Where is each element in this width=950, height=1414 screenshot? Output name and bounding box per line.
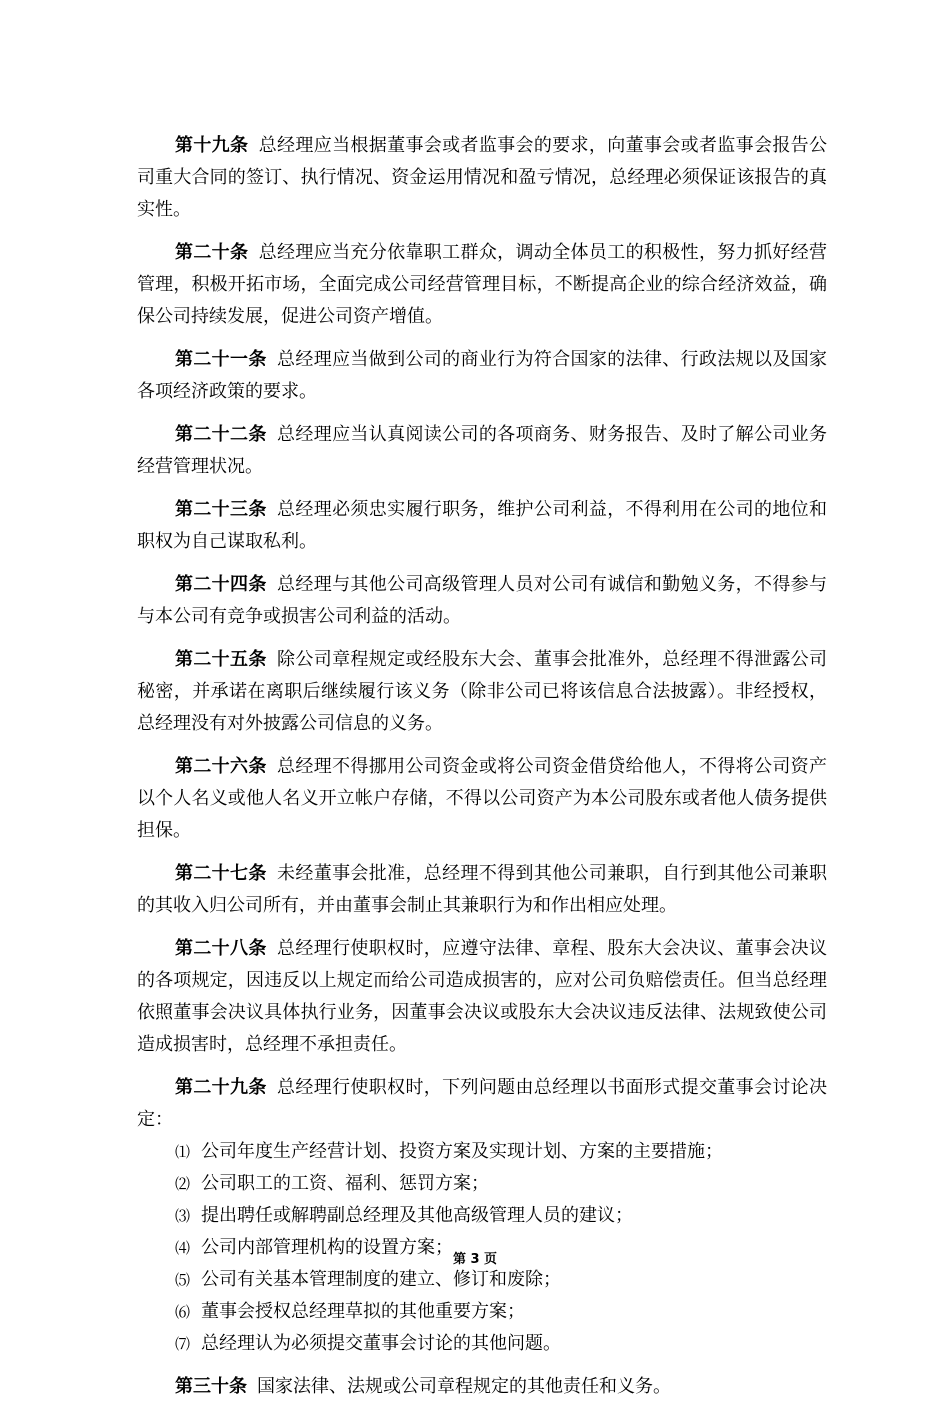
article-28 <box>137 933 827 1061</box>
article-title: 第二十一条 <box>175 349 267 370</box>
article-text: 总经理行使职权时，下列问题由总经理以书面形式提交董事会讨论决定： <box>137 1077 828 1130</box>
list-text: 公司职工的工资、福利、惩罚方案； <box>201 1173 489 1194</box>
article-22 <box>137 419 827 483</box>
list-number: ⑹ <box>175 1303 191 1321</box>
article-text: 国家法律、法规或公司章程规定的其他责任和义务。 <box>257 1376 671 1397</box>
article-text: 总经理与其他公司高级管理人员对公司有诚信和勤勉义务，不得参与与本公司有竞争或损害公司利益的活动。 <box>137 574 828 627</box>
list-text: 公司年度生产经营计划、投资方案及实现计划、方案的主要措施； <box>201 1141 723 1162</box>
article-text: 总经理不得挪用公司资金或将公司资金借贷给他人，不得将公司资产以个人名义或他人名义开立帐户存储，不得以公司资产为本公司股东或者他人债务提供担保。 <box>137 756 828 841</box>
article-text: 总经理行使职权时，应遵守法律、章程、股东大会决议、董事会决议的各项规定，因违反以上规定而给公司造成损害的，应对公司负赔偿责任。但当总经理依照董事会决议具体执行业务，因董事会决议或股东大会决议违反法律、法规致使公司造成损害时，总经理不承担责任。 <box>137 938 828 1055</box>
list-number: ⑵ <box>175 1175 191 1193</box>
list-number: ⑷ <box>175 1239 191 1257</box>
list-number: ⑸ <box>175 1271 191 1289</box>
article-21 <box>137 344 827 408</box>
article-23 <box>137 494 827 558</box>
list-text: 总经理认为必须提交董事会讨论的其他问题。 <box>201 1333 561 1354</box>
article-title: 第二十三条 <box>175 499 267 520</box>
article-19 <box>137 130 827 226</box>
article-24 <box>137 569 827 633</box>
article-29 <box>137 1072 827 1136</box>
article-text: 总经理应当做到公司的商业行为符合国家的法律、行政法规以及国家各项经济政策的要求。 <box>137 349 828 402</box>
article-title: 第二十四条 <box>175 574 267 595</box>
article-title: 第三十条 <box>175 1376 247 1397</box>
article-title: 第二十九条 <box>175 1077 267 1098</box>
article-title: 第二十八条 <box>175 938 267 959</box>
article-title: 第十九条 <box>175 135 249 156</box>
article-title: 第二十条 <box>175 242 249 263</box>
article-30 <box>137 1371 827 1403</box>
list-item <box>137 1296 827 1328</box>
list-text: 提出聘任或解聘副总经理及其他高级管理人员的建议； <box>201 1205 633 1226</box>
article-text: 总经理应当认真阅读公司的各项商务、财务报告、及时了解公司业务经营管理状况。 <box>137 424 828 477</box>
list-item <box>137 1136 827 1168</box>
article-text: 未经董事会批准，总经理不得到其他公司兼职，自行到其他公司兼职的其收入归公司所有，并由董事会制止其兼职行为和作出相应处理。 <box>137 863 828 916</box>
article-text: 总经理应当根据董事会或者监事会的要求，向董事会或者监事会报告公司重大合同的签订、执行情况、资金运用情况和盈亏情况，总经理必须保证该报告的真实性。 <box>137 135 828 220</box>
article-title: 第二十二条 <box>175 424 267 445</box>
list-item <box>137 1264 827 1296</box>
article-title: 第二十五条 <box>175 649 267 670</box>
article-25 <box>137 644 827 740</box>
list-number: ⑶ <box>175 1207 191 1225</box>
list-text: 董事会授权总经理草拟的其他重要方案； <box>201 1301 525 1322</box>
article-text: 总经理必须忠实履行职务，维护公司利益，不得利用在公司的地位和职权为自己谋取私利。 <box>137 499 828 552</box>
list-item <box>137 1328 827 1360</box>
article-26 <box>137 751 827 847</box>
document-body <box>137 130 827 1414</box>
article-title: 第二十六条 <box>175 756 267 777</box>
list-item <box>137 1168 827 1200</box>
list-number: ⑺ <box>175 1335 191 1353</box>
article-text: 总经理应当充分依靠职工群众，调动全体员工的积极性，努力抓好经营管理，积极开拓市场，全面完成公司经营管理目标，不断提高企业的综合经济效益，确保公司持续发展，促进公司资产增值。 <box>137 242 828 327</box>
page-number: 第 3 页 <box>452 1252 498 1267</box>
list-text: 公司内部管理机构的设置方案； <box>201 1237 453 1258</box>
list-number: ⑴ <box>175 1143 191 1161</box>
article-20 <box>137 237 827 333</box>
list-item <box>137 1200 827 1232</box>
article-title: 第二十七条 <box>175 863 267 884</box>
list-text: 公司有关基本管理制度的建立、修订和废除； <box>201 1269 561 1290</box>
article-27 <box>137 858 827 922</box>
article-text: 除公司章程规定或经股东大会、董事会批准外，总经理不得泄露公司秘密，并承诺在离职后继续履行该义务（除非公司已将该信息合法披露）。非经授权，总经理没有对外披露公司信息的义务。 <box>137 649 828 734</box>
